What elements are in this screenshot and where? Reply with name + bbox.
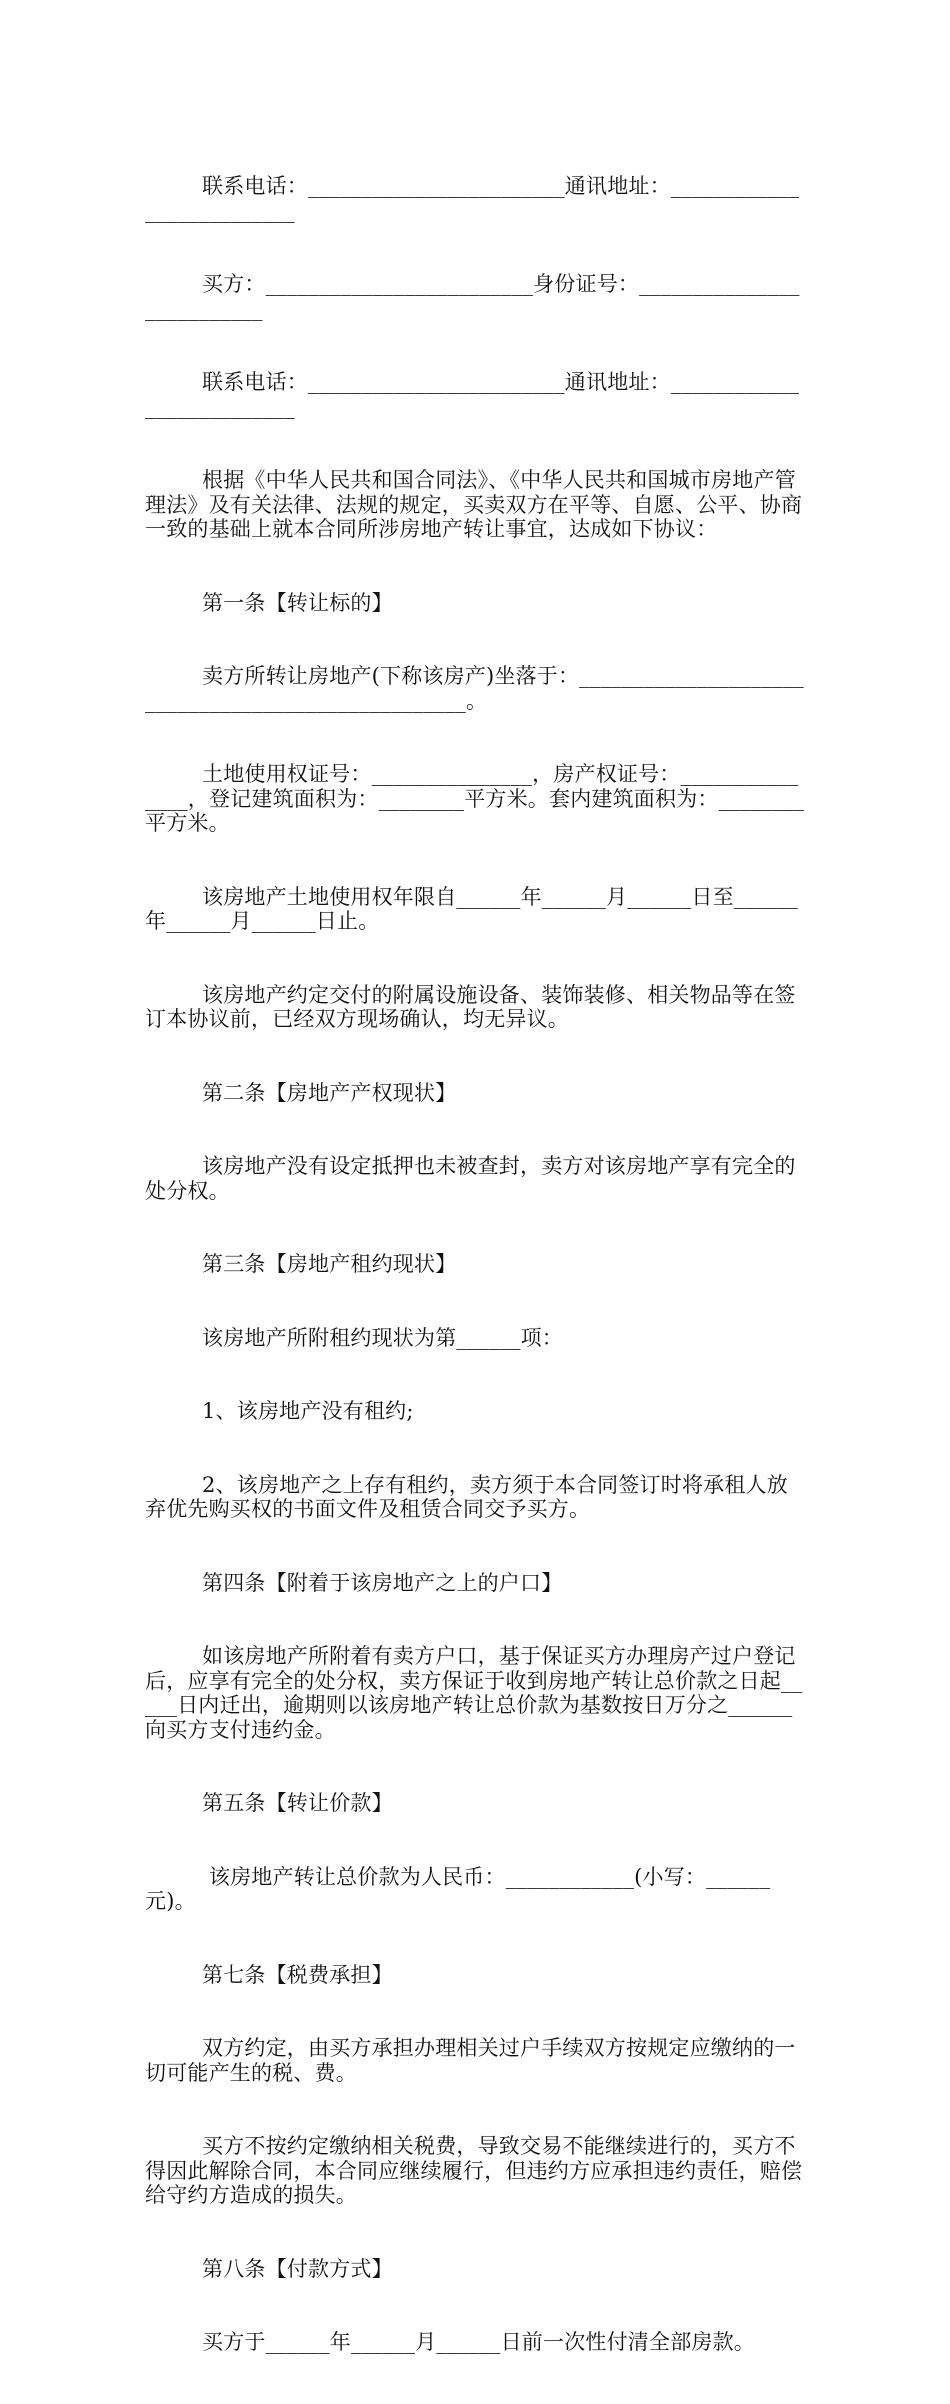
price-line: 该房地产转让总价款为人民币：____________(小写：______元)。 [145,1864,771,1913]
article-4-heading: 第四条【附着于该房地产之上的户口】 [202,1570,563,1595]
contract-body [145,125,807,2404]
preamble-paragraph: 根据《中华人民共和国合同法》、《中华人民共和国城市房地产管理法》及有关法律、法规的规定，买卖双方在平等、自愿、公平、协商一致的基础上就本合同所涉房地产转让事宜，达成如下协议： [145,468,803,541]
land-use-term-line: 该房地产土地使用权年限自______年______月______日至______年______月______日止。 [145,884,798,933]
tax-paragraph-1: 双方约定，由买方承担办理相关过户手续双方按规定应缴纳的一切可能产生的税、费。 [145,2036,796,2085]
article-7-heading: 第七条【税费承担】 [202,1962,393,1987]
article-3-heading: 第三条【房地产租约现状】 [202,1252,457,1276]
household-paragraph: 如该房地产所附着有卖方户口，基于保证买方办理房产过户登记后，应享有完全的处分权，卖方保证于收到房地产转让总价款之日起_____日内迁出，逾期则以该房地产转让总价款为基数按日万分之______向买方支付违约金。 [145,1644,803,1742]
facilities-paragraph: 该房地产约定交付的附属设施设备、装饰装修、相关物品等在签订本协议前，已经双方现场确认，均无异议。 [145,982,796,1031]
buyer-contact-line: 联系电话：________________________通讯地址：__________________________ [145,370,800,419]
lease-status-line: 该房地产所附租约现状为第______项： [202,1325,563,1350]
article-8-heading: 第八条【付款方式】 [202,2256,393,2281]
payment-line: 买方于______年______月______日前一次性付清全部房款。 [202,2330,755,2354]
lease-option-1: 1、该房地产没有租约; [202,1399,414,1423]
property-location-line: 卖方所转让房地产(下称该房产)坐落于：___________________________________________________。 [145,664,804,713]
seller-contact-line: 联系电话：________________________通讯地址：__________________________ [145,174,800,223]
lease-option-2: 2、该房地产之上存有租约，卖方须于本合同签订时将承租人放弃优先购买权的书面文件及租赁合同交予买方。 [145,1472,788,1521]
article-5-heading: 第五条【转让价款】 [202,1791,393,1815]
article-2-heading: 第二条【房地产产权现状】 [202,1080,457,1105]
article-1-heading: 第一条【转让标的】 [202,590,393,615]
buyer-id-line: 买方：_________________________身份证号：__________________________ [145,272,800,321]
tax-paragraph-2: 买方不按约定缴纳相关税费，导致交易不能继续进行的，买方不得因此解除合同，本合同应继续履行，但违约方应承担违约责任，赔偿给守约方造成的损失。 [145,2134,803,2207]
ownership-paragraph: 该房地产没有设定抵押也未被查封，卖方对该房地产享有完全的处分权。 [145,1154,796,1203]
certificate-area-line: 土地使用权证号：_______________，房产权证号：_______________，登记建筑面积为：________平方米。套内建筑面积为：________平方米。 [145,762,805,835]
